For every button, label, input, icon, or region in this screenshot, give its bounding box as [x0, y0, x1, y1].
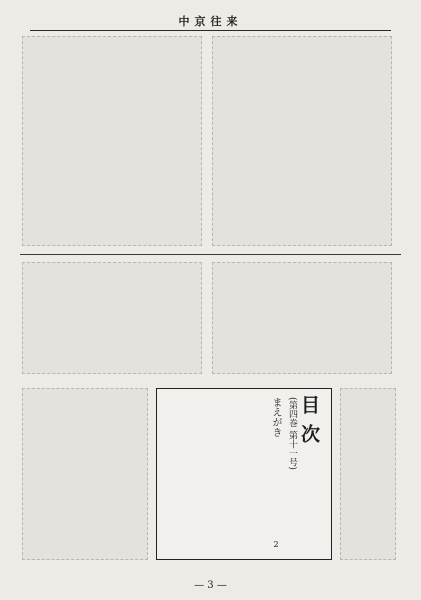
body-column-2	[22, 36, 202, 246]
table-of-contents	[156, 388, 332, 560]
header-title: 中京往来	[178, 15, 243, 28]
horizontal-rule	[20, 254, 401, 255]
body-column-4	[22, 262, 202, 374]
page-number: — 3 —	[194, 580, 227, 591]
toc-entry: まえがき	[270, 397, 281, 437]
toc-title: 目次	[298, 395, 320, 453]
running-header	[30, 10, 391, 31]
body-column-6	[22, 388, 148, 560]
toc-volume-label: (第四巻 第十一号)	[287, 397, 297, 470]
body-column-3	[212, 262, 392, 374]
toc-entry-page: 2	[273, 540, 279, 549]
body-column-5	[340, 388, 396, 560]
body-column-1	[212, 36, 392, 246]
